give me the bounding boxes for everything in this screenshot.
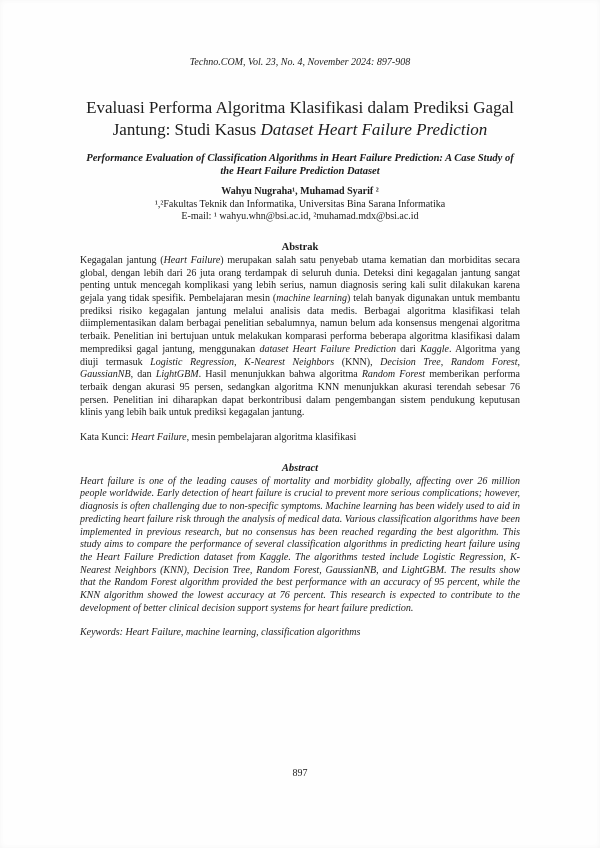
author-email: E-mail: ¹ wahyu.whn@bsi.ac.id, ²muhamad.mdx@bsi.ac.id (181, 211, 419, 223)
keywords-line-english: Keywords: Heart Failure, machine learning, classification algorithms (80, 627, 361, 639)
abstrak-heading: Abstrak (281, 241, 319, 253)
page-number: 897 (292, 768, 308, 779)
kata-kunci-line: Kata Kunci: Heart Failure, mesin pembelajaran algoritma klasifikasi (80, 432, 357, 444)
author-affiliation: ¹,²Fakultas Teknik dan Informatika, Universitas Bina Sarana Informatika (154, 198, 446, 210)
paper-subtitle-english: Performance Evaluation of Classification Algorithms in Heart Failure Prediction: A Case Study of the Heart Failure Prediction Dataset (86, 153, 514, 178)
abstract-body-english: Heart failure is one of the leading causes of mortality and morbidity globally, affecting over 26 million people worldwide. Early detection of heart failure is crucial to prevent more serious complications; however, diagnosis is often challenging due to non-specific symptoms. Machine learning has been widely used to aid in predicting heart failure risk through the analysis of medical data. Various classification algorithms have been implemented in previous research, but no consensus has been reached regarding the best algorithm. This study aims to compare the performance of several classification algorithms in predicting heart failure using the Heart Failure Prediction dataset from Kaggle. The algorithms tested include Logistic Regression, K-Nearest Neighbors (KNN), Decision Tree, Random Forest, GaussianNB, and LightGBM. The results show that the Random Forest algorithm provided the best performance with an accuracy of 95 percent, while the KNN algorithm showed the lowest accuracy at 76 percent. This research is expected to contribute to the development of better clinical decision support systems for heart failure prediction. (80, 475, 520, 614)
author-names: Wahyu Nugraha¹, Muhamad Syarif ² (221, 186, 379, 198)
abstract-heading: Abstract (281, 462, 319, 474)
paper-content (80, 0, 520, 640)
journal-header: Techno.COM, Vol. 23, No. 4, November 2024: 897-908 (189, 57, 411, 68)
paper-title: Evaluasi Performa Algoritma Klasifikasi dalam Prediksi Gagal Jantung: Studi Kasus Dataset Heart Failure Prediction (86, 98, 514, 139)
abstrak-body: Kegagalan jantung (Heart Failure) merupakan salah satu penyebab utama kematian dan morbiditas secara global, dengan lebih dari 26 juta orang terdampak di seluruh dunia. Deteksi dini kegagalan jantung sangat penting untuk mencegah komplikasi yang lebih serius, namun diagnosis sering kali sulit dilakukan karena gejala yang tidak spesifik. Pembelajaran mesin (machine learning) telah banyak digunakan untuk membantu prediksi risiko kegagalan jantung melalui analisis data medis. Berbagai algoritma klasifikasi telah diimplementasikan dalam berbagai penelitian sebalumnya, namun belum ada konsensus mengenai algoritma terbaik. Penelitian ini bertujuan untuk melakukan komparasi performa beberapa algoritma klasifikasi dalam memprediksi gagal jantung, menggunakan dataset Heart Failure Prediction dari Kaggle. Algoritma yang diuji termasuk Logistic Regression, K-Nearest Neighbors (KNN), Decision Tree, Random Forest, GaussianNB, dan LightGBM. Hasil menunjukkan bahwa algoritma Random Forest memberikan performa terbaik dengan akurasi 95 persen, sedangkan algoritma KNN menunjukkan akurasi terendah sebesar 76 persen. Penelitian ini diharapkan dapat berkontribusi dalam pengembangan sistem pendukung keputusan klinis yang lebih baik untuk prediksi kegagalan jantung. (80, 254, 520, 419)
